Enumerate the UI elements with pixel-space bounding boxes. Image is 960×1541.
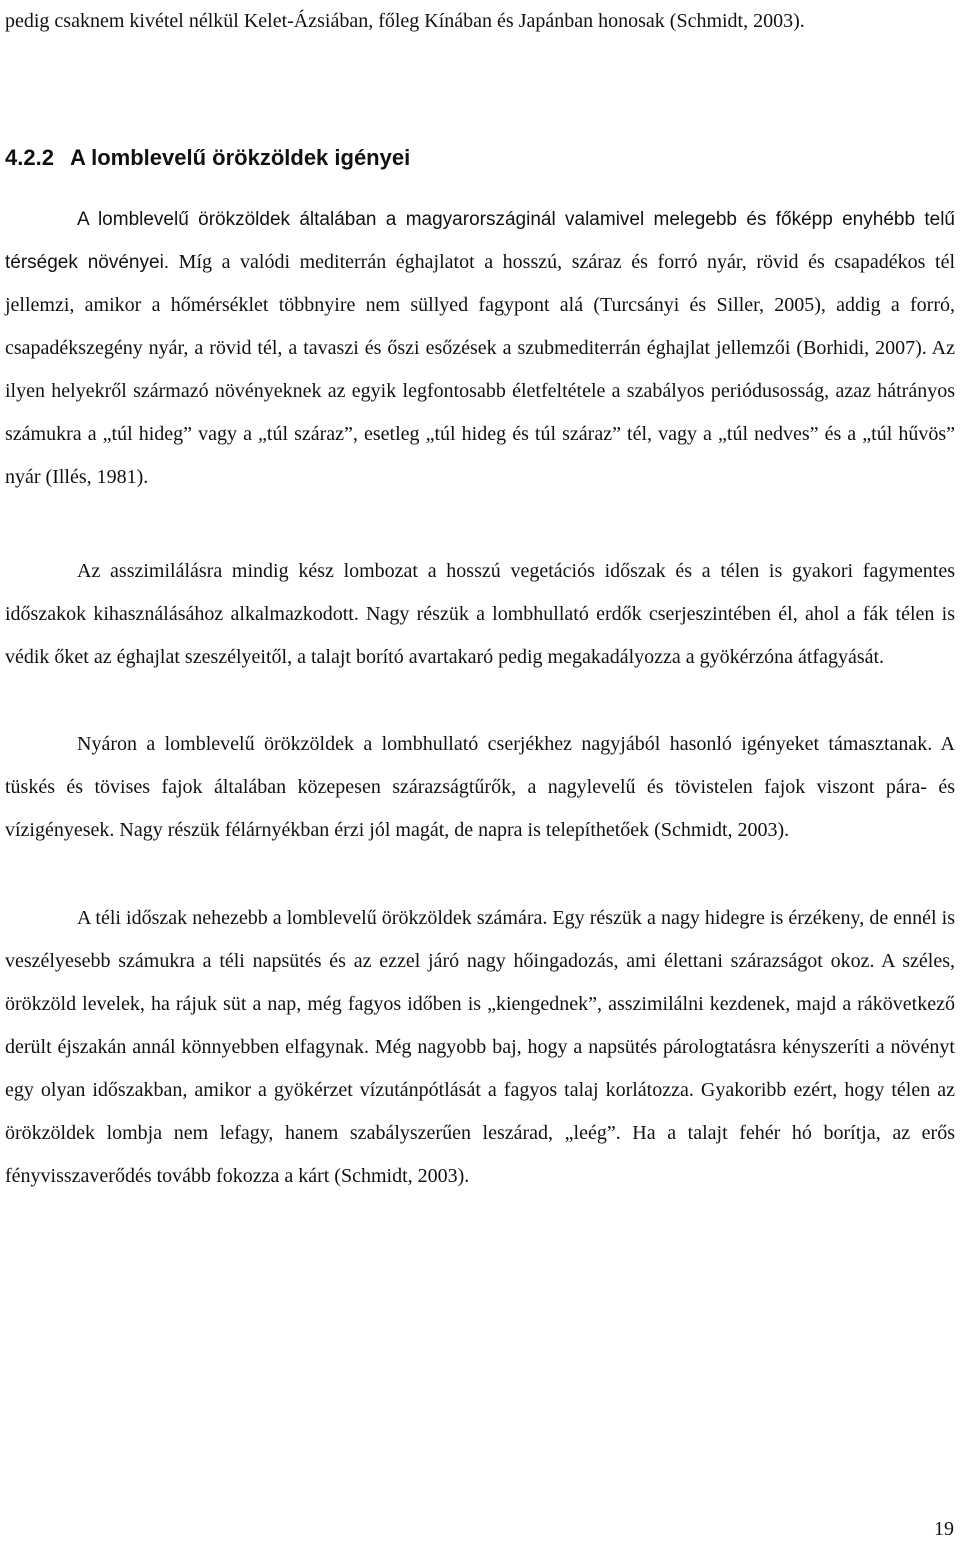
- body-paragraph-1: [5, 198, 955, 499]
- paragraph-1-sans-text: A lomblevelű örökzöldek általában a magyarországinál valamivel melegebb és főképp enyhébb telű térségek növényei.: [5, 209, 955, 273]
- paragraph-1-serif-text: Míg a valódi mediterrán éghajlatot a hosszú, száraz és forró nyár, rövid és csapadékos tél jellemzi, amikor a hőmérséklet többnyire nem süllyed fagypont alá (Turcsányi és Siller, 2005), addig a forró, csapadékszegény nyár, a rövid tél, a tavaszi és őszi esőzések a szubmediterrán éghajlat jellemzői (Borhidi, 2007). Az ilyen helyekről származó növényeknek az egyik legfontosabb életfeltétele a szabályos periódusosság, azaz hátrányos számukra a „túl hideg” vagy a „túl száraz”, esetleg „túl hideg és túl száraz” tél, vagy a „túl nedves” és a „túl hűvös” nyár (Illés, 1981).: [5, 251, 955, 488]
- section-number: 4.2.2: [5, 145, 54, 170]
- body-paragraph-4: A téli időszak nehezebb a lomblevelű örökzöldek számára. Egy részük a nagy hidegre is érzékeny, de ennél is veszélyesebb számukra a téli napsütés és az ezzel járó nagy hőingadozás, ami élettani szárazságot okoz. A széles, örökzöld levelek, ha rájuk süt a nap, még fagyos időben is „kiengednek”, asszimilálni kezdenek, majd a rákövetkező derült éjszakán annál könnyebben elfagynak. Még nagyobb baj, hogy a napsütés párologtatásra kényszeríti a növényt egy olyan időszakban, amikor a gyökérzet vízutánpótlását a fagyos talaj korlátozza. Gyakoribb ezért, hogy télen az örökzöldek lombja nem lefagy, hanem szabályszerűen leszárad, „leég”. Ha a talajt fehér hó borítja, az erős fényvisszaverődés tovább fokozza a kárt (Schmidt, 2003).: [5, 907, 955, 1187]
- intro-paragraph: pedig csaknem kivétel nélkül Kelet-Ázsiában, főleg Kínában és Japánban honosak (Schmidt, 2003).: [5, 10, 805, 32]
- page-number: 19: [934, 1518, 954, 1540]
- body-paragraph-3: Nyáron a lomblevelű örökzöldek a lombhullató cserjékhez nagyjából hasonló igényeket támasztanak. A tüskés és tövises fajok általában közepesen szárazságtűrők, a nagylevelű és tövistelen fajok viszont pára- és vízigényesek. Nagy részük félárnyékban érzi jól magát, de napra is telepíthetőek (Schmidt, 2003).: [5, 733, 955, 841]
- body-paragraph-2: Az asszimilálásra mindig kész lombozat a hosszú vegetációs időszak és a télen is gyakori fagymentes időszakok kihasználásához alkalmazkodott. Nagy részük a lombhullató erdők cserjeszintében él, ahol a fák télen is védik őket az éghajlat szeszélyeitől, a talajt borító avartakaró pedig megakadályozza a gyökérzóna átfagyását.: [5, 560, 955, 668]
- section-heading: [5, 143, 955, 173]
- section-title: A lomblevelű örökzöldek igényei: [69, 145, 411, 170]
